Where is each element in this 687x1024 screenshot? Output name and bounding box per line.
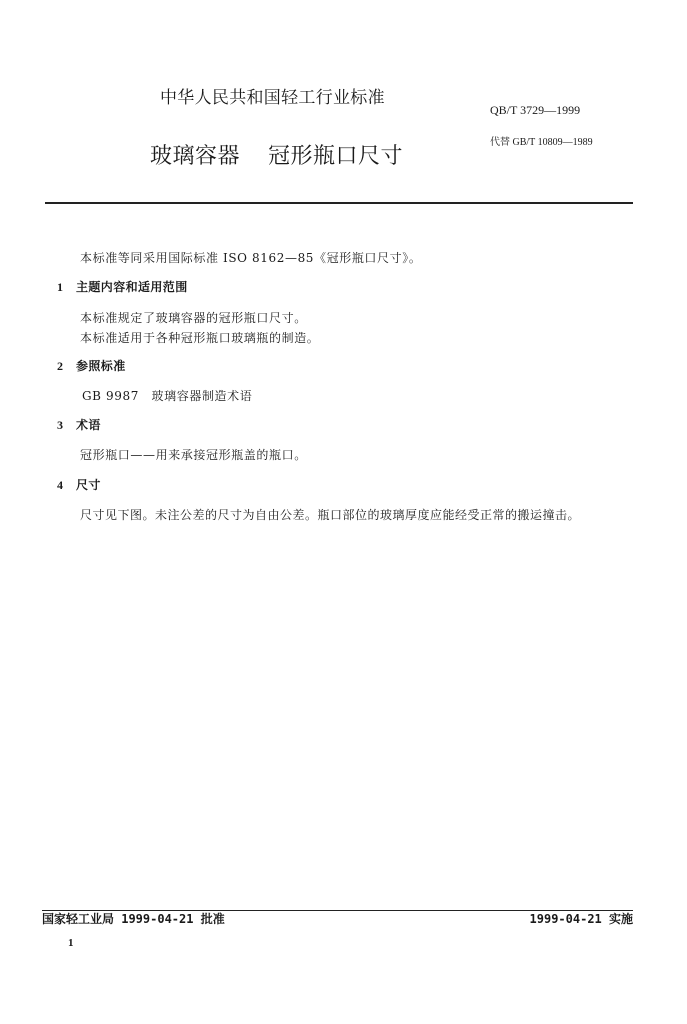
section-paragraph: 尺寸见下图。未注公差的尺寸为自由公差。瓶口部位的玻璃厚度应能经受正常的搬运撞击。 [80,508,581,522]
standard-code: QB/T 3729—1999 [490,103,581,117]
approval-note: 国家轻工业局 1999-04-21 批准 [42,912,225,926]
section-number: 3 [57,418,63,432]
section-heading: 参照标准 [76,359,126,373]
document-title-part1: 玻璃容器 [150,144,241,169]
section-paragraph: 本标准适用于各种冠形瓶口玻璃瓶的制造。 [80,331,320,345]
page-number: 1 [68,937,74,949]
section-paragraph: 冠形瓶口——用来承接冠形瓶盖的瓶口。 [80,448,307,462]
effective-date-note: 1999-04-21 实施 [529,912,633,926]
replaces-standard: 代替 GB/T 10809—1989 [490,137,593,148]
section-paragraph: GB 9987 玻璃容器制造术语 [82,389,253,403]
section-heading: 术语 [76,418,101,432]
section-number: 4 [57,478,63,492]
section-heading: 主题内容和适用范围 [76,280,188,294]
header-divider [45,202,633,204]
intro-paragraph: 本标准等同采用国际标准 ISO 8162—85《冠形瓶口尺寸》。 [80,251,422,265]
document-title-part2: 冠形瓶口尺寸 [268,144,404,169]
footer-divider [42,910,633,911]
section-heading: 尺寸 [76,478,101,492]
section-number: 1 [57,280,63,294]
section-number: 2 [57,359,63,373]
industry-standard-title: 中华人民共和国轻工行业标准 [160,88,385,108]
section-paragraph: 本标准规定了玻璃容器的冠形瓶口尺寸。 [80,311,307,325]
